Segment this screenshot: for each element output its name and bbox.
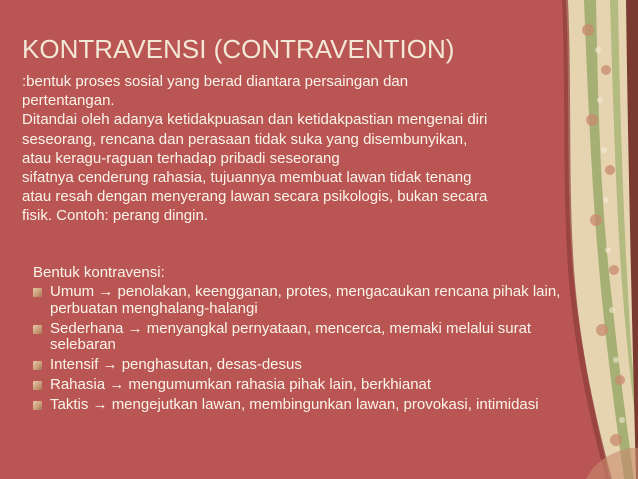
definition-paragraph <box>22 72 582 226</box>
item-description: penolakan, keengganan, protes, mengacaukan rencana pihak lain, perbuatan menghalang-halangi <box>50 283 561 317</box>
item-description: mengumumkan rahasia pihak lain, berkhianat <box>128 376 432 393</box>
item-description: menyangkal pernyataan, mencerca, memaki melalui surat selebaran <box>50 319 532 353</box>
arrow-right-icon: → <box>127 319 143 337</box>
paragraph-line: fisik. Contoh: perang dingin. <box>22 207 208 225</box>
paragraph-line: atau keragu-raguan terhadap pribadi seseorang <box>22 149 340 167</box>
item-term: Umum <box>50 283 95 300</box>
item-term: Taktis <box>50 396 89 413</box>
square-bullet-icon <box>33 381 42 390</box>
list-item <box>33 377 593 394</box>
item-term: Rahasia <box>50 376 106 393</box>
square-bullet-icon <box>33 288 42 297</box>
square-bullet-icon <box>33 401 42 410</box>
item-term: Sederhana <box>50 319 124 337</box>
contravention-forms-list <box>33 284 593 417</box>
square-bullet-icon <box>33 325 42 334</box>
arrow-right-icon: → <box>98 283 114 300</box>
list-item <box>33 357 593 374</box>
item-term: Intensif <box>50 356 99 373</box>
paragraph-line: atau resah dengan menyerang lawan secara psikologis, bukan secara <box>22 188 488 206</box>
arrow-right-icon: → <box>102 356 118 373</box>
list-item <box>33 321 593 354</box>
paragraph-line: pertentangan. <box>22 92 115 110</box>
arrow-right-icon: → <box>109 376 125 393</box>
arrow-right-icon: → <box>92 396 108 413</box>
list-heading: Bentuk kontravensi: <box>33 264 165 281</box>
square-bullet-icon <box>33 361 42 370</box>
paragraph-line: sifatnya cenderung rahasia, tujuannya membuat lawan tidak tenang <box>22 169 472 187</box>
item-description: penghasutan, desas-desus <box>121 356 302 373</box>
list-item <box>33 397 593 414</box>
paragraph-line: Ditandai oleh adanya ketidakpuasan dan ketidakpastian mengenai diri <box>22 111 488 129</box>
paragraph-line: :bentuk proses sosial yang berad diantara persaingan dan <box>22 73 409 90</box>
slide-title: KONTRAVENSI (CONTRAVENTION) <box>22 34 455 64</box>
item-description: mengejutkan lawan, membingunkan lawan, provokasi, intimidasi <box>111 396 539 413</box>
paragraph-line: seseorang, rencana dan perasaan tidak suka yang disembunyikan, <box>22 130 468 148</box>
list-item <box>33 284 593 317</box>
